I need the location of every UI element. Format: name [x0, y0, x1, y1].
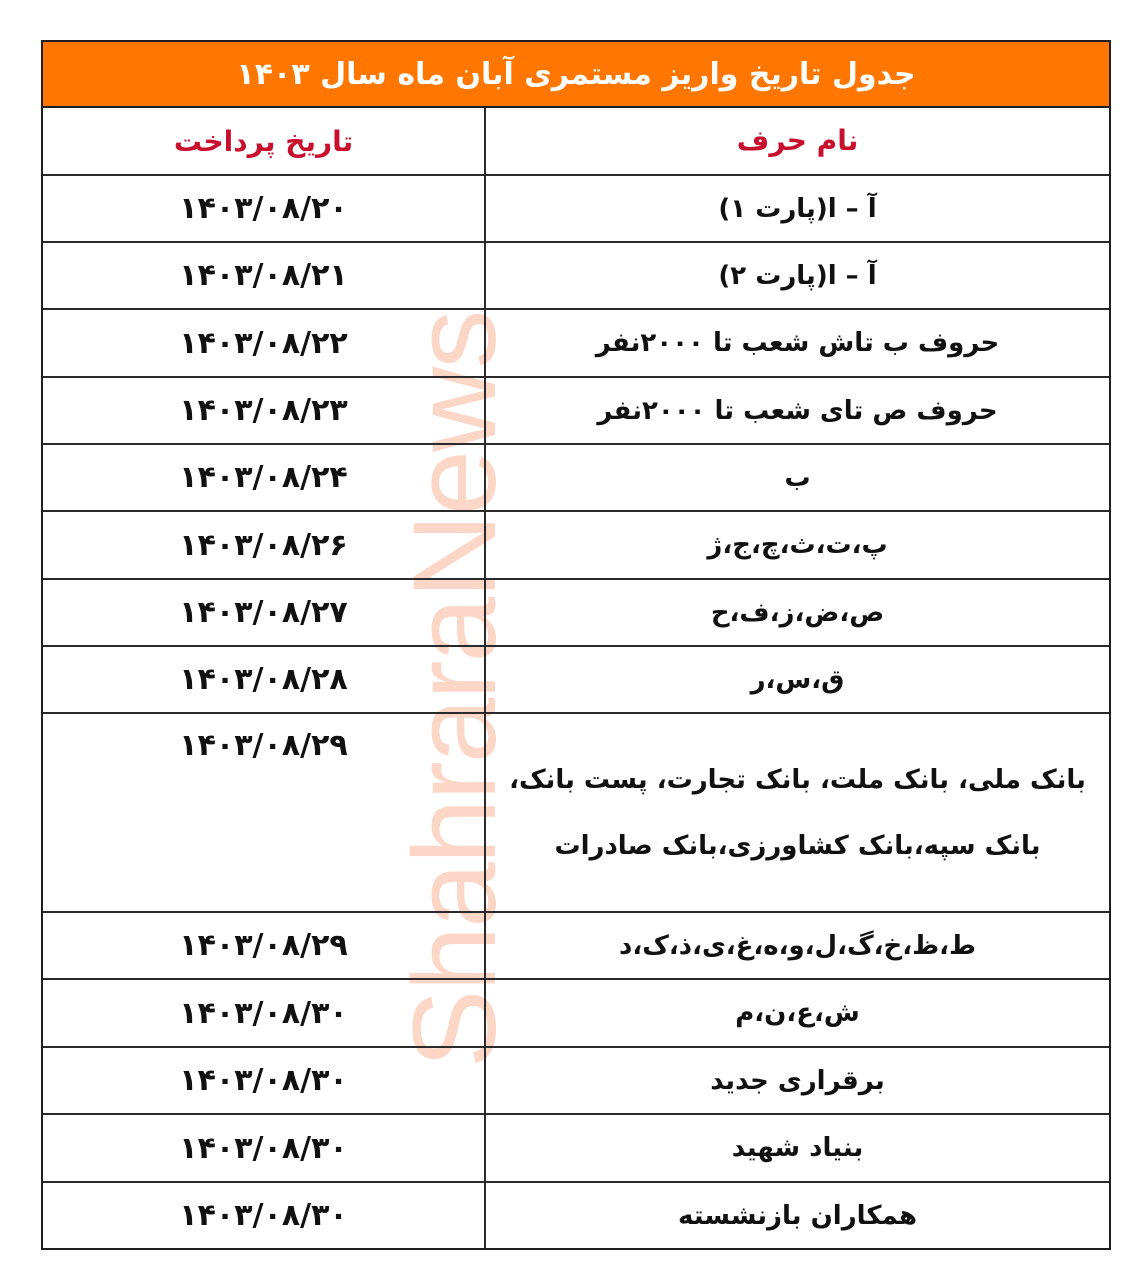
table-row [43, 310, 1109, 378]
table-row [43, 1183, 1109, 1248]
row-date-cell: ۱۴۰۳/۰۸/۳۰ [179, 1198, 348, 1233]
table-row [43, 714, 1109, 913]
row-name-cell: ش،ع،ن،م [484, 980, 1109, 1046]
row-date-cell: ۱۴۰۳/۰۸/۲۰ [179, 191, 348, 226]
table-row [43, 580, 1109, 647]
payment-schedule-table [41, 40, 1111, 1250]
row-name-cell: بانک ملی، بانک ملت، بانک تجارت، پست بانک، بانک سپه،بانک کشاورزی،بانک صادرات [484, 714, 1109, 911]
table-row [43, 176, 1109, 243]
row-date-cell: ۱۴۰۳/۰۸/۲۱ [179, 258, 348, 293]
row-name-cell: بنیاد شهید [484, 1115, 1109, 1181]
row-date-cell: ۱۴۰۳/۰۸/۲۳ [179, 393, 348, 428]
watermark-text: ShahraraNews [389, 311, 521, 1069]
row-date-cell: ۱۴۰۳/۰۸/۲۴ [179, 460, 348, 495]
table-row [43, 1115, 1109, 1183]
table-row [43, 1048, 1109, 1115]
row-name-cell: حروف ب تاش شعب تا ۲۰۰۰نفر [484, 310, 1109, 376]
row-date-cell: ۱۴۰۳/۰۸/۳۰ [179, 995, 348, 1031]
table-row [43, 647, 1109, 714]
row-date-cell: ۱۴۰۳/۰۸/۲۹ [179, 728, 348, 763]
table-title: جدول تاریخ واریز مستمری آبان ماه سال ۱۴۰۳ [43, 42, 1109, 108]
table-row [43, 378, 1109, 445]
row-date-cell: ۱۴۰۳/۰۸/۲۶ [179, 527, 348, 563]
row-date-cell: ۱۴۰۳/۰۸/۳۰ [179, 1130, 348, 1166]
row-name-cell: پ،ت،ث،چ،ج،ژ [484, 512, 1109, 578]
row-name-cell: همکاران بازنشسته [484, 1183, 1109, 1248]
row-date-cell: ۱۴۰۳/۰۸/۲۹ [179, 928, 348, 963]
table-row [43, 512, 1109, 580]
row-name-cell: حروف ص تای شعب تا ۲۰۰۰نفر [484, 378, 1109, 443]
column-header-name: نام حرف [484, 108, 1109, 174]
table-row [43, 243, 1109, 310]
row-name-cell: ق،س،ر [484, 647, 1109, 712]
row-name-cell: آ – ا(پارت ۲) [484, 243, 1109, 308]
row-date-cell: ۱۴۰۳/۰۸/۲۷ [179, 595, 348, 630]
table-row [43, 445, 1109, 512]
row-date-cell: ۱۴۰۳/۰۸/۲۸ [179, 662, 348, 697]
row-name-cell: ص،ض،ز،ف،ح [484, 580, 1109, 645]
row-date-cell: ۱۴۰۳/۰۸/۲۲ [179, 325, 348, 361]
row-date-cell: ۱۴۰۳/۰۸/۳۰ [179, 1063, 348, 1098]
row-name-cell: برقراری جدید [484, 1048, 1109, 1113]
row-name-cell: آ – ا(پارت ۱) [484, 176, 1109, 241]
column-header-date: تاریخ پرداخت [173, 124, 354, 158]
row-name-cell: ب [484, 445, 1109, 510]
table-row [43, 980, 1109, 1048]
row-name-cell: ط،ظ،خ،گ،ل،و،ه،غ،ی،ذ،ک،د [484, 913, 1109, 978]
table-row [43, 913, 1109, 980]
column-header-row [43, 108, 1109, 176]
